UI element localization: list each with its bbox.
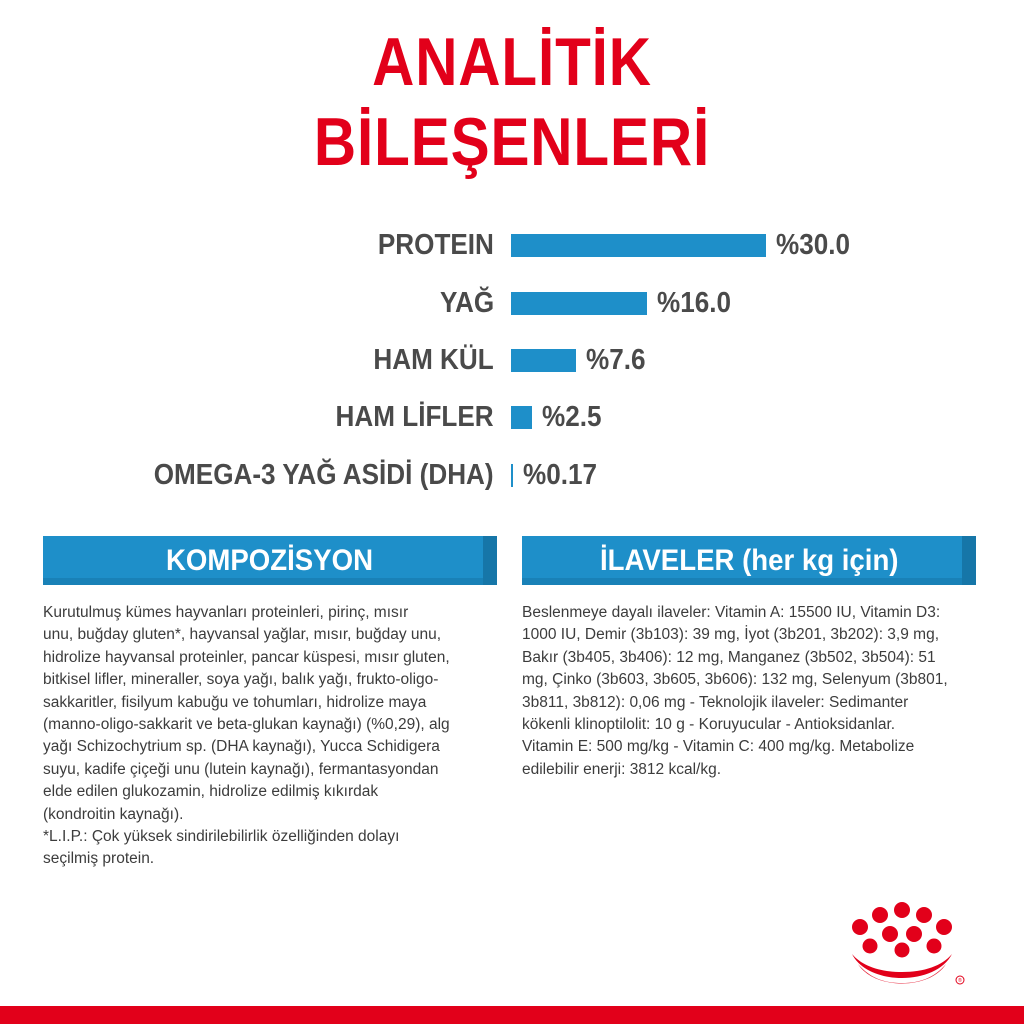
svg-text:®: ®: [958, 978, 962, 984]
chart-row: [0, 397, 1024, 437]
chart-category-label: HAM KÜL: [373, 344, 494, 376]
chart-category-label: YAĞ: [439, 287, 494, 319]
chart-category-label: PROTEIN: [377, 229, 494, 261]
additives-header-label: İLAVELER (her kg için): [599, 544, 899, 577]
chart-value-label: %7.6: [585, 344, 646, 376]
additives-text: Beslenmeye dayalı ilaveler: Vitamin A: 15500 IU, Vitamin D3: 1000 IU, Demir (3b103): 39 mg, İyot (3b201, 3b202): 3,9 mg, Bakır (3b405, 3b406): 12 mg, Manganez (3b502, 3b504): 51 mg, Çinko (3b603, 3b605, 3b606): 132 mg, Selenyum (3b801, 3b811, 3b812): 0,06 mg - Teknolojik ilaveler: Sedimanter kökenli klinoptilolit: 10 g - Koruyucular - Antioksidanlar. Vitamin E: 500 mg/kg - Vitamin C: 400 mg/kg. Metabolize edilebilir enerji: 3812 kcal/kg.: [522, 604, 948, 778]
chart-category-label: OMEGA-3 YAĞ ASİDİ (DHA): [154, 459, 494, 491]
chart-row: [0, 455, 1024, 495]
chart-row: [0, 225, 1024, 265]
chart-value-label: %16.0: [657, 287, 732, 319]
additives-header: [522, 536, 976, 585]
bottom-brand-bar: [0, 1006, 1024, 1024]
chart-value-label: %2.5: [542, 401, 602, 433]
composition-header: [43, 536, 497, 585]
composition-header-label: KOMPOZİSYON: [166, 544, 374, 577]
chart-category-label: HAM LİFLER: [335, 401, 494, 433]
chart-row: [0, 340, 1024, 380]
chart-bar: [511, 464, 513, 487]
chart-bar: [511, 234, 766, 257]
title-line-1: ANALİTİK: [372, 24, 652, 100]
title-line-2: BİLEŞENLERİ: [313, 104, 711, 180]
chart-bar: [511, 406, 532, 429]
chart-row: [0, 283, 1024, 323]
chart-bar: [511, 292, 647, 315]
chart-bar: [511, 349, 576, 372]
chart-value-label: %0.17: [523, 459, 598, 491]
composition-text: Kurutulmuş kümes hayvanları proteinleri, pirinç, mısır unu, buğday gluten*, hayvansal yağlar, mısır, buğday unu, hidrolize hayvansal proteinler, pancar küspesi, mısır gluten, bitkisel lifler, mineraller, soya yağı, balık yağı, frukto-oligo- sakkaritler, fisilyum kabuğu ve tohumları, hidrolize maya (manno-oligo-sakkarit ve beta-glukan kaynağı) (%0,29), alg yağı Schizochytrium sp. (DHA kaynağı), Yucca Schidigera suyu, kadife çiçeği unu (lutein kaynağı), fermantasyondan elde edilen glukozamin, hidrolize edilmiş kıkırdak (kondroitin kaynağı). *L.I.P.: Çok yüksek sindirilebilirlik özelliğinden dolayı seçilmiş protein.: [43, 604, 450, 868]
royal-crown-logo-icon: [838, 900, 968, 990]
chart-value-label: %30.0: [776, 229, 851, 261]
